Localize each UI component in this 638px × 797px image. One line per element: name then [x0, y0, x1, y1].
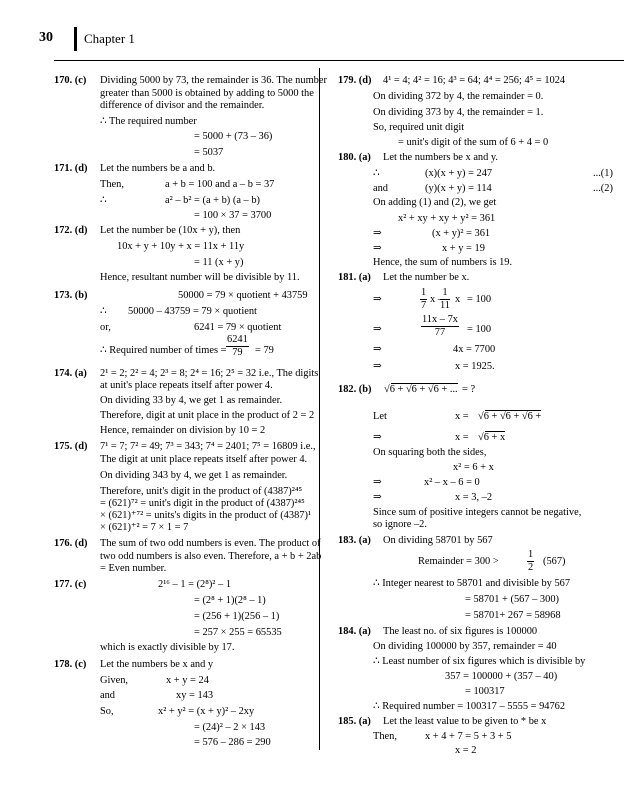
text-line: = 100 × 37 = 3700 — [194, 210, 272, 221]
text-line: = 58701 + (567 – 300) — [465, 594, 559, 605]
text-line: a + b = 100 and a – b = 37 — [165, 179, 275, 190]
fraction — [421, 314, 459, 339]
fraction — [226, 334, 249, 359]
header-rule — [54, 60, 624, 61]
text-line: ⇒ — [373, 294, 382, 305]
text-line: = 5037 — [194, 147, 224, 158]
text-line: 7¹ = 7; 7² = 49; 7³ = 343; 7⁴ = 2401; 7⁵ = 16809 i.e., — [100, 441, 316, 452]
column-divider — [319, 68, 320, 750]
text-line: (x)(x + y) = 247 — [425, 168, 493, 179]
fraction-numerator: 1 — [528, 549, 534, 560]
text-line: 176. (d) — [54, 538, 88, 549]
text-line: = 100 — [467, 294, 492, 305]
radical-bar — [485, 431, 505, 432]
text-line: Then, — [373, 731, 397, 742]
text-line: ∴ — [100, 195, 107, 206]
text-line: 181. (a) — [338, 272, 371, 283]
text-line: Since sum of positive integers cannot be negative, — [373, 507, 582, 518]
text-line: Let the number be x. — [383, 272, 470, 283]
chapter-title: Chapter 1 — [84, 31, 135, 46]
text-line: Hence, resultant number will be divisible by 11. — [100, 272, 300, 283]
fraction-numerator: 1 — [440, 287, 450, 300]
text-line: 357 = 100000 + (357 – 40) — [445, 671, 558, 682]
text-line: On dividing 58701 by 567 — [383, 535, 493, 546]
text-line: (y)(x + y) = 114 — [425, 183, 492, 194]
fraction-numerator: 11x – 7x — [422, 314, 458, 325]
text-line: Let — [373, 411, 387, 422]
text-line: On dividing 33 by 4, we get 1 as remainder. — [100, 395, 283, 406]
text-line: Let the numbers be x and y — [100, 659, 214, 670]
text-line: x² + y² = (x + y)² – 2xy — [158, 706, 255, 717]
text-line: two odd numbers is also even. Therefore, a + b + 2ab — [100, 551, 322, 562]
text-line: = 100317 — [465, 686, 505, 697]
text-line: 4x = 7700 — [453, 344, 496, 355]
text-line: 50000 = 79 × quotient + 43759 — [178, 290, 308, 301]
text-line: x² = 6 + x — [453, 462, 494, 473]
text-line: = (2⁸ + 1)(2⁸ – 1) — [194, 595, 266, 606]
text-line: x² – x – 6 = 0 — [424, 477, 480, 488]
text-line: 173. (b) — [54, 290, 88, 301]
text-line: Given, — [100, 675, 128, 686]
text-line: and — [100, 690, 116, 701]
text-line: Let the number be (10x + y), then — [100, 225, 241, 236]
text-line: = 79 — [255, 345, 274, 356]
text-line: So, required unit digit — [373, 122, 465, 133]
text-line: difference of divisor and the remainder. — [100, 100, 265, 111]
radical-expression: √6 + x — [478, 432, 506, 443]
text-line: 171. (d) — [54, 163, 88, 174]
text-line: ∴ The required number — [100, 116, 197, 127]
text-line: which is exactly divisible by 17. — [100, 642, 235, 653]
text-line: x = — [455, 411, 469, 422]
text-line: 182. (b) — [338, 384, 372, 395]
text-line: Therefore, unit's digit in the product of (4387)²⁴⁵ — [100, 486, 303, 497]
text-line: The least no. of six figures is 100000 — [383, 626, 538, 637]
text-line: On squaring both the sides, — [373, 447, 487, 458]
text-line: 170. (c) — [54, 75, 87, 86]
text-line: 2¹⁶ – 1 = (2⁸)² – 1 — [158, 579, 232, 590]
text-line: greater than 5000 is obtained by adding to 5000 the — [100, 88, 314, 99]
text-line: ...(1) — [593, 168, 613, 179]
text-line: 180. (a) — [338, 152, 371, 163]
text-line: 175. (d) — [54, 441, 88, 452]
fraction-denominator: 2 — [528, 562, 534, 573]
text-line: Dividing 5000 by 73, the remainder is 36. The number — [100, 75, 327, 86]
text-line: Hence, remainder on division by 10 = 2 — [100, 425, 266, 436]
text-line: x + 4 + 7 = 5 + 3 + 5 — [425, 731, 512, 742]
text-line: ⇒ — [373, 361, 382, 372]
text-line: ⇒ — [373, 228, 382, 239]
fraction-numerator: 6241 — [227, 334, 248, 345]
text-line: 50000 – 43759 = 79 × quotient — [128, 306, 257, 317]
text-line: and — [373, 183, 389, 194]
text-line: 184. (a) — [338, 626, 371, 637]
text-line: ∴ — [100, 306, 107, 317]
text-line: ...(2) — [593, 183, 613, 194]
radical-expression: √6 + √6 + √6 + — [478, 411, 542, 422]
page-number: 30 — [39, 30, 53, 45]
text-line: = ? — [462, 384, 476, 395]
text-line: a² – b² = (a + b) (a – b) — [165, 195, 260, 206]
text-line: ⇒ — [373, 344, 382, 355]
text-line: 2¹ = 2; 2² = 4; 2³ = 8; 2⁴ = 16; 2⁵ = 32 i.e., The digits — [100, 368, 319, 379]
text-line: ⇒ — [373, 492, 382, 503]
text-line: (567) — [543, 556, 566, 567]
text-line: 179. (d) — [338, 75, 372, 86]
text-line: On adding (1) and (2), we get — [373, 197, 497, 208]
fraction-denominator: 11 — [440, 300, 451, 311]
text-line: × (621)⁺² = 7 × 1 = 7 — [100, 522, 189, 533]
fraction — [440, 287, 450, 312]
text-line: On dividing 343 by 4, we get 1 as remainder. — [100, 470, 288, 481]
text-line: Let the numbers be x and y. — [383, 152, 499, 163]
text-line: On dividing 372 by 4, the remainder = 0. — [373, 91, 544, 102]
text-line: x = 1925. — [455, 361, 495, 372]
text-line: = (24)² – 2 × 143 — [194, 722, 266, 733]
text-line: = (256 + 1)(256 – 1) — [194, 611, 280, 622]
text-line: ⇒ — [373, 324, 382, 335]
text-line: 177. (c) — [54, 579, 87, 590]
text-line: × (621)⁺⁷² = units's digits in the product of (4387)¹ — [100, 510, 312, 521]
text-line: ∴ Least number of six figures which is divisible by — [373, 656, 586, 667]
text-line: = 5000 + (73 – 36) — [194, 131, 273, 142]
text-line: ⇒ — [373, 432, 382, 443]
text-line: = 58701+ 267 = 58968 — [465, 610, 561, 621]
text-line: at unit's place repeats itself after power 4. — [100, 380, 273, 391]
fraction-denominator: 77 — [434, 327, 446, 338]
radical-bar — [391, 383, 458, 384]
text-line: 185. (a) — [338, 716, 371, 727]
fraction-denominator: 79 — [232, 347, 243, 358]
fraction — [527, 549, 534, 574]
text-line: x + y = 24 — [166, 675, 209, 686]
text-line: (x + y)² = 361 — [432, 228, 491, 239]
text-line: ∴ Required number of times = — [100, 345, 227, 356]
text-line: 174. (a) — [54, 368, 87, 379]
text-line: = unit's digit of the sum of 6 + 4 = 0 — [398, 137, 549, 148]
text-line: ∴ Integer nearest to 58701 and divisible by 567 — [373, 578, 571, 589]
text-line: x = 2 — [455, 745, 477, 756]
text-line: so ignore –2. — [373, 519, 427, 530]
header-bar — [74, 27, 77, 51]
text-line: So, — [100, 706, 114, 717]
text-line: = 11 (x + y) — [194, 257, 244, 268]
text-line: 6241 = 79 × quotient — [194, 322, 282, 333]
text-line: 183. (a) — [338, 535, 371, 546]
text-line: = 257 × 255 = 65535 — [194, 627, 282, 638]
text-line: x = 3, –2 — [455, 492, 493, 503]
text-line: = (621)⁷² = unit's digit in the product of (4387)²⁴⁵ — [100, 498, 305, 509]
text-line: = Even number. — [100, 563, 167, 574]
fraction-denominator: 7 — [421, 300, 427, 311]
text-line: Let the numbers be a and b. — [100, 163, 216, 174]
text-line: 172. (d) — [54, 225, 88, 236]
text-line: = 100 — [467, 324, 492, 335]
text-line: ⇒ — [373, 477, 382, 488]
radical-bar — [485, 410, 541, 411]
text-line: 178. (c) — [54, 659, 87, 670]
text-line: Then, — [100, 179, 124, 190]
text-line: ⇒ — [373, 243, 382, 254]
fraction-term: x — [455, 294, 461, 305]
text-line: ∴ Required number = 100317 – 5555 = 94762 — [373, 701, 566, 712]
radical-expression: √6 + √6 + √6 + ... — [384, 384, 458, 395]
text-line: Therefore, digit at unit place in the product of 2 = 2 — [100, 410, 315, 421]
text-line: Hence, the sum of numbers is 19. — [373, 257, 513, 268]
fraction — [420, 287, 427, 312]
text-line: 10x + y + 10y + x = 11x + 11y — [117, 241, 245, 252]
text-line: On dividing 373 by 4, the remainder = 1. — [373, 107, 544, 118]
text-line: Remainder = 300 > — [418, 556, 499, 567]
text-line: xy = 143 — [176, 690, 214, 701]
text-line: The digit at unit place repeats itself after power 4. — [100, 454, 308, 465]
text-line: x + y = 19 — [442, 243, 485, 254]
text-line: Let the least value to be given to * be x — [383, 716, 547, 727]
text-line: x = — [455, 432, 469, 443]
text-line: or, — [100, 322, 111, 333]
fraction-term: x – — [430, 294, 443, 305]
text-line: 4¹ = 4; 4² = 16; 4³ = 64; 4⁴ = 256; 4⁵ = 1024 — [383, 75, 566, 86]
text-line: x² + xy + xy + y² = 361 — [398, 213, 496, 224]
text-line: On dividing 100000 by 357, remainder = 40 — [373, 641, 557, 652]
text-line: = 576 – 286 = 290 — [194, 737, 271, 748]
fraction-numerator: 1 — [421, 287, 427, 298]
text-line: ∴ — [373, 168, 380, 179]
text-line: The sum of two odd numbers is even. The product of — [100, 538, 321, 549]
